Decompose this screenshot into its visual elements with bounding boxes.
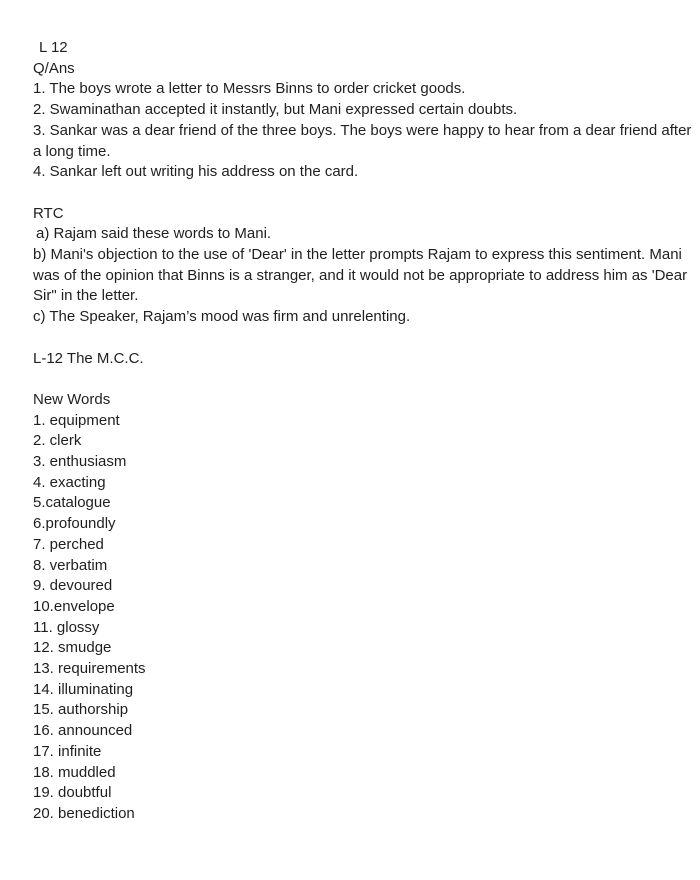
word-item: 5.catalogue: [33, 494, 111, 512]
new-words-heading: New Words: [33, 390, 111, 408]
new-words-list: [33, 411, 695, 825]
word-item: 7. perched: [33, 535, 104, 553]
word-item: 1. equipment: [33, 411, 120, 429]
word-item: 2. clerk: [33, 432, 82, 450]
lesson-title: L-12 The M.C.C.: [33, 349, 144, 367]
qa-answer-3: 3. Sankar was a dear friend of the three boys. The boys were happy to hear from a dear friend after a long time.: [33, 121, 692, 160]
word-item: 18. muddled: [33, 763, 116, 781]
word-item: 20. benediction: [33, 804, 135, 822]
qa-answer-1: 1. The boys wrote a letter to Messrs Binns to order cricket goods.: [33, 80, 466, 98]
word-item: 19. doubtful: [33, 784, 112, 802]
word-item: 10.envelope: [33, 597, 115, 615]
rtc-answer-c: c) The Speaker, Rajam’s mood was firm and unrelenting.: [33, 308, 411, 326]
word-item: 11. glossy: [33, 618, 100, 636]
document-body: [33, 38, 695, 825]
word-item: 15. authorship: [33, 701, 129, 719]
word-item: 3. enthusiasm: [33, 453, 127, 471]
word-item: 14. illuminating: [33, 680, 134, 698]
spacer: [33, 369, 695, 390]
qa-answer-2: 2. Swaminathan accepted it instantly, but Mani expressed certain doubts.: [33, 101, 518, 119]
spacer: [33, 328, 695, 349]
word-item: 13. requirements: [33, 660, 146, 678]
word-item: 12. smudge: [33, 639, 112, 657]
word-item: 9. devoured: [33, 577, 113, 595]
word-item: 16. announced: [33, 722, 133, 740]
rtc-answer-a: a) Rajam said these words to Mani.: [36, 225, 272, 243]
lesson-heading: L 12: [39, 39, 68, 56]
qa-answer-4: 4. Sankar left out writing his address on the card.: [33, 163, 359, 181]
qa-heading: Q/Ans: [33, 59, 75, 77]
spacer: [33, 183, 695, 204]
word-item: 17. infinite: [33, 742, 102, 760]
word-item: 6.profoundly: [33, 515, 116, 533]
word-item: 4. exacting: [33, 473, 106, 491]
rtc-heading: RTC: [33, 204, 64, 222]
rtc-answer-b: b) Mani's objection to the use of 'Dear' in the letter prompts Rajam to express this sentiment. Mani was of the opinion that Binns is a stranger, and it would not be appropriate to address him as 'Dear Sir" in the letter.: [33, 246, 688, 305]
word-item: 8. verbatim: [33, 556, 108, 574]
